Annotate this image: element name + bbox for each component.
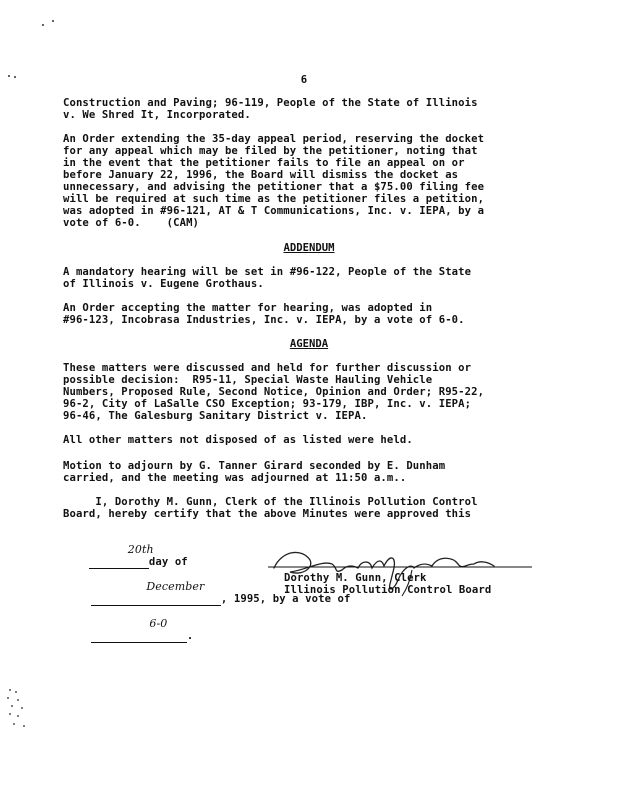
vote-blank [91, 606, 187, 643]
text-line: was adopted in #96-121, AT & T Communications, Inc. v. IEPA, by a [63, 205, 485, 217]
text-line: 96-2, City of LaSalle CSO Exception; 93-179, IBP, Inc. v. IEPA; [63, 398, 472, 410]
text-line: v. We Shred It, Incorporated. [63, 109, 251, 121]
text-line: vote of 6-0. (CAM) [63, 217, 200, 229]
section-heading-addendum: ADDENDUM [283, 242, 335, 254]
certification-line: I, Dorothy M. Gunn, Clerk of the Illinois Pollution Control [63, 496, 478, 508]
text-line: These matters were discussed and held for further discussion or [63, 362, 472, 374]
text-line: Numbers, Proposed Rule, Second Notice, Opinion and Order; R95-22, [63, 386, 485, 398]
text-line: Motion to adjourn by G. Tanner Girard seconded by E. Dunham [63, 460, 446, 472]
text-line: in the event that the petitioner fails to file an appeal on or [63, 157, 465, 169]
text-line: possible decision: R95-11, Special Waste Hauling Vehicle [63, 374, 433, 386]
scan-speck [42, 24, 44, 26]
scan-speck [52, 20, 54, 22]
text-line: carried, and the meeting was adjourned at 11:50 a.m.. [63, 472, 407, 484]
text-line: 96-46, The Galesburg Sanitary District v. IEPA. [63, 410, 368, 422]
scan-noise [4, 686, 34, 736]
text-line: All other matters not disposed of as listed were held. [63, 434, 413, 446]
text-line: of Illinois v. Eugene Grothaus. [63, 278, 264, 290]
handwritten-month: December [146, 580, 205, 593]
text-fragment: , 1995, by a vote of [220, 593, 351, 605]
day-blank [89, 532, 154, 569]
handwritten-day: 20th [127, 543, 154, 556]
text-line: An Order accepting the matter for hearing, was adopted in [63, 302, 433, 314]
text-line: Construction and Paving; 96-119, People of the State of Illinois [63, 97, 478, 109]
text-line: unnecessary, and advising the petitioner that a $75.00 filing fee [63, 181, 485, 193]
handwritten-vote: 6-0 [149, 617, 168, 630]
text-fragment: day of [148, 556, 188, 568]
text-fragment: . [186, 630, 194, 642]
text-line: for any appeal which may be filed by the petitioner, noting that [63, 145, 478, 157]
text-line: before January 22, 1996, the Board will dismiss the docket as [63, 169, 459, 181]
certification-line: Board, hereby certify that the above Minutes were approved this [63, 508, 472, 520]
section-heading-agenda: AGENDA [289, 338, 329, 350]
signer-name-title: Dorothy M. Gunn, Clerk [284, 572, 427, 584]
text-line: An Order extending the 35-day appeal period, reserving the docket [63, 133, 485, 145]
signer-organization: Illinois Pollution Control Board [284, 584, 492, 596]
page-number: 6 [300, 74, 308, 86]
text-line: A mandatory hearing will be set in #96-122, People of the State [63, 266, 472, 278]
text-line: #96-123, Incobrasa Industries, Inc. v. IEPA, by a vote of 6-0. [63, 314, 465, 326]
text-line: will be required at such time as the petitioner files a petition, [63, 193, 485, 205]
month-blank [91, 569, 221, 606]
